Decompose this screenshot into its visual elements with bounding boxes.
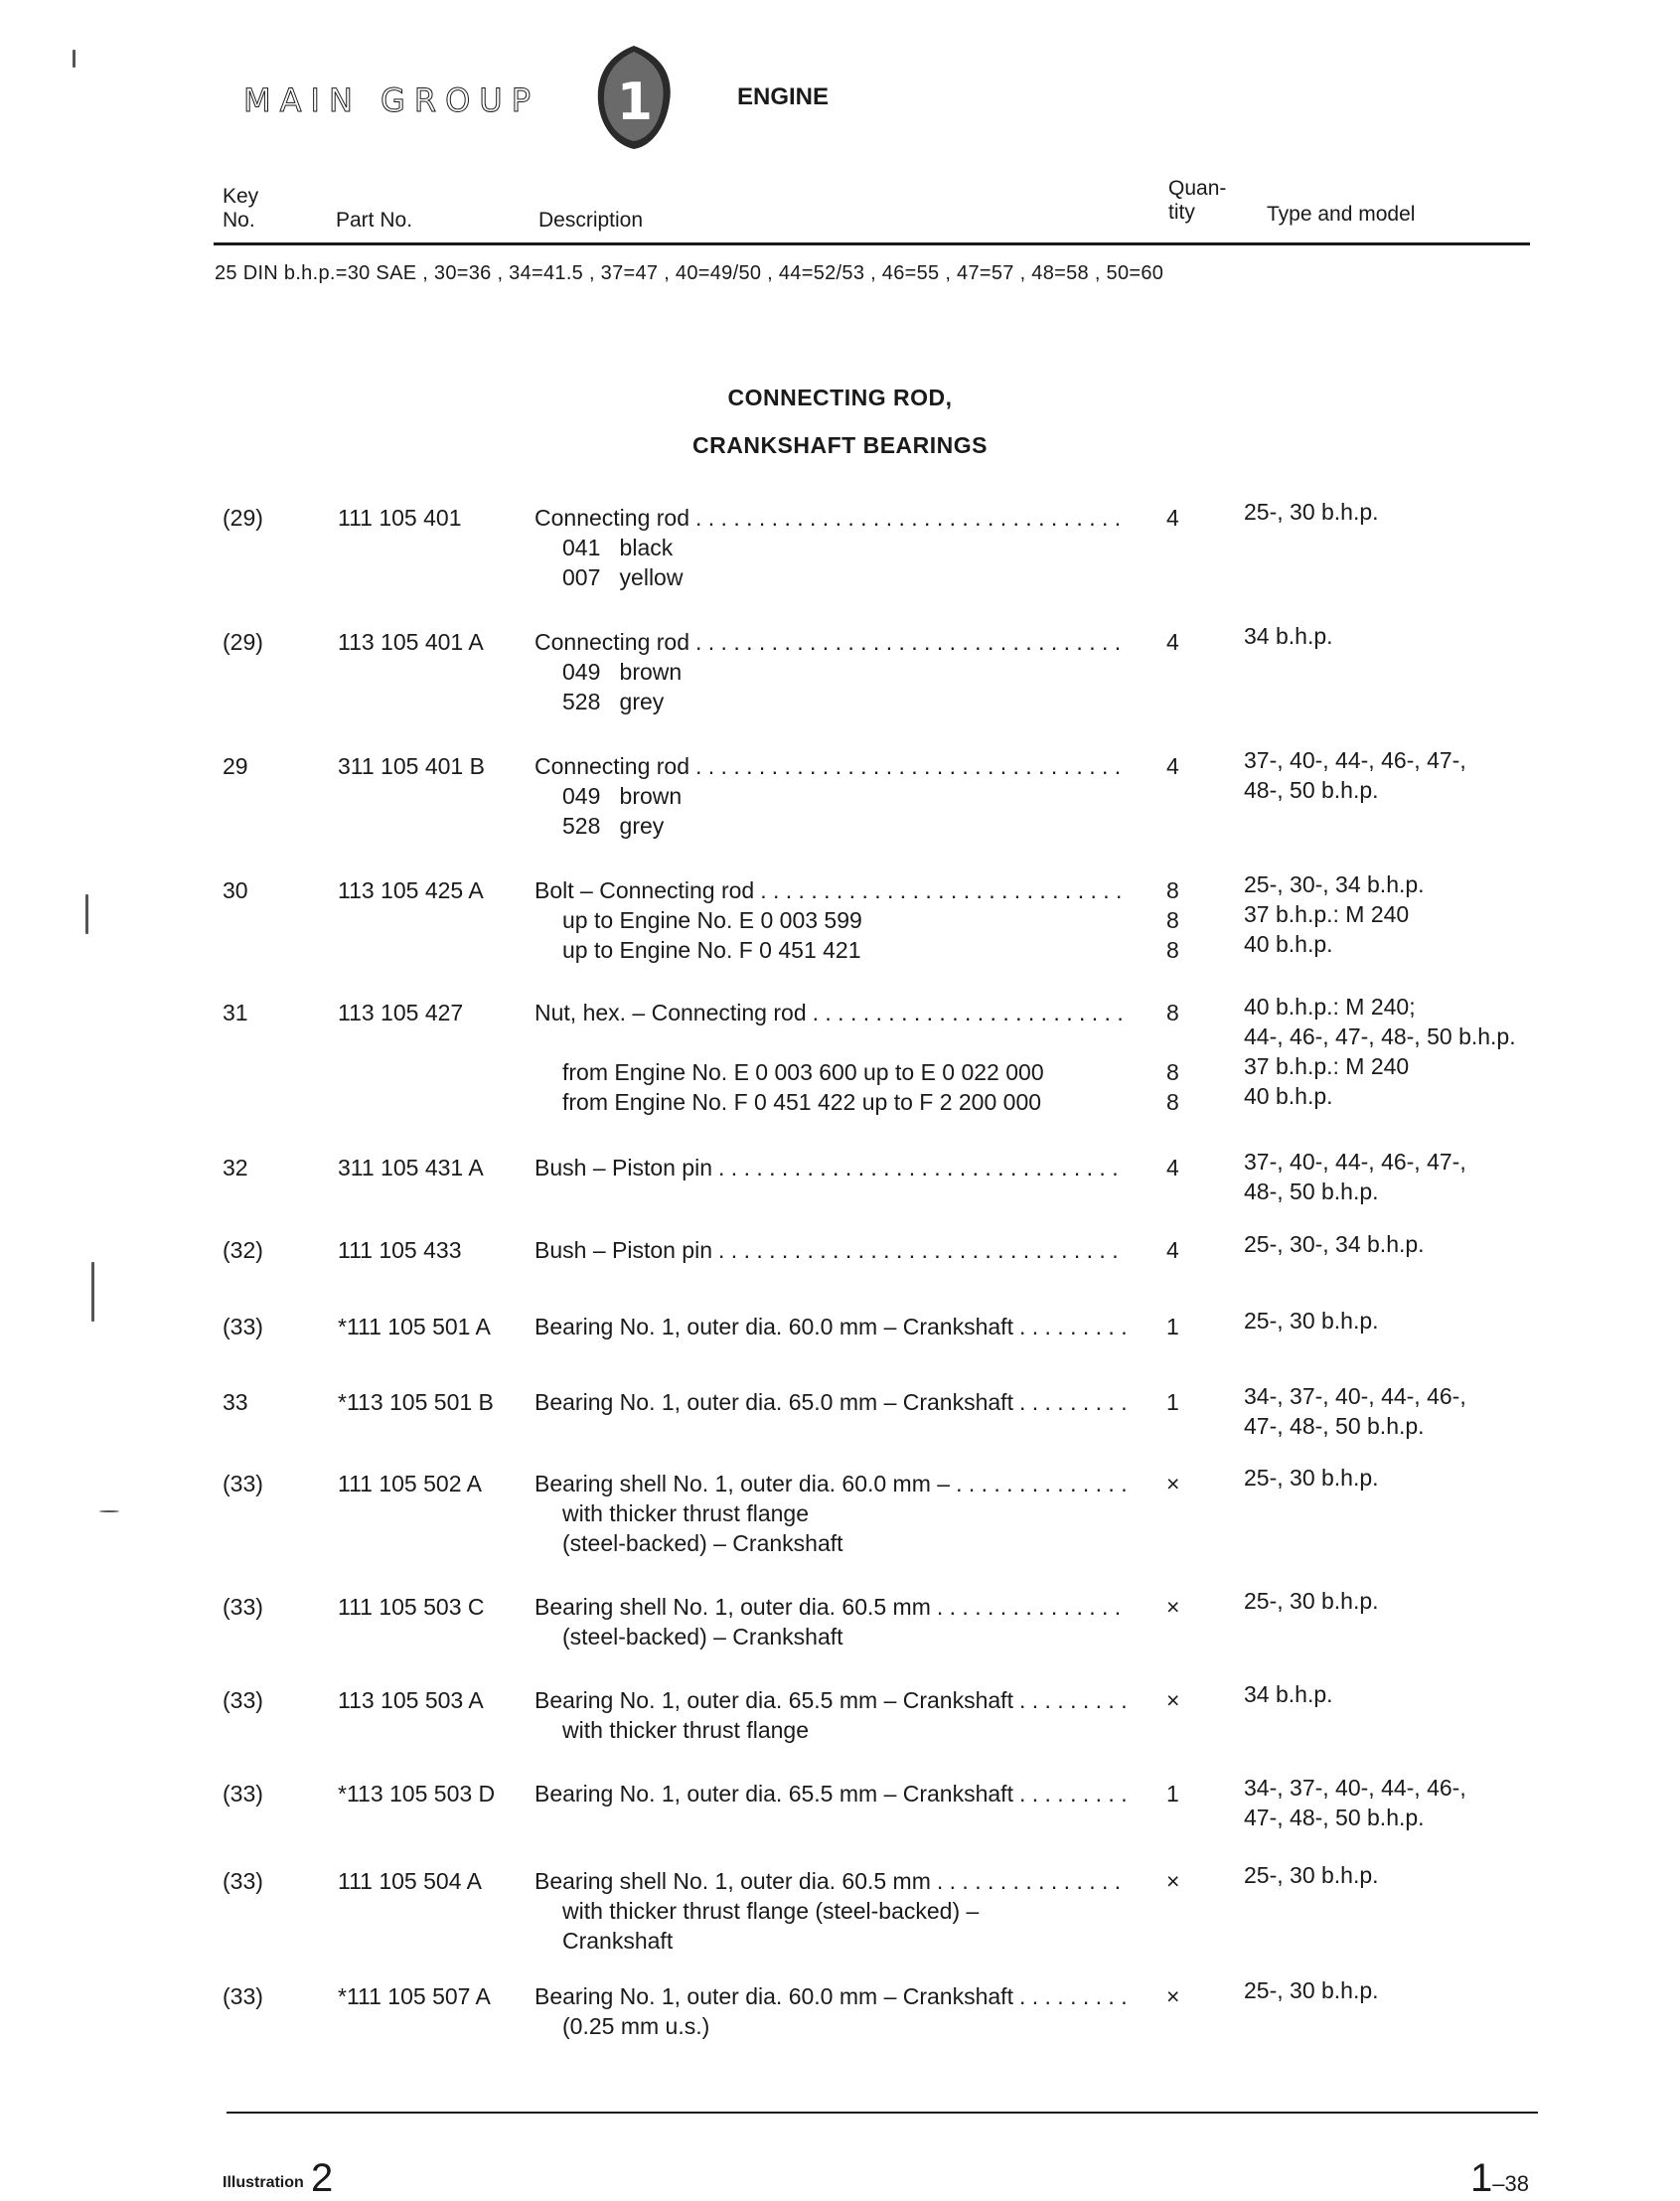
col-type-model: Type and model xyxy=(1267,203,1416,226)
row-key-no: (33) xyxy=(223,1868,263,1894)
row-type-model: 34-, 37-, 40-, 44-, 46-, xyxy=(1244,1775,1466,1801)
row-description xyxy=(535,629,1126,656)
row-type-model: 25-, 30 b.h.p. xyxy=(1244,1308,1379,1334)
col-quantity xyxy=(1168,177,1226,225)
row-quantity: 8 xyxy=(1166,907,1179,933)
row-key-no: (29) xyxy=(223,629,263,655)
group-number: 1 xyxy=(616,73,654,132)
row-part-no: 111 105 433 xyxy=(338,1237,462,1263)
page-number-minor: –38 xyxy=(1492,2171,1529,2196)
row-type-model: 34 b.h.p. xyxy=(1244,1681,1333,1707)
row-part-no: 111 105 502 A xyxy=(338,1471,482,1496)
illustration-label: Illustration xyxy=(223,2174,304,2191)
row-quantity: × xyxy=(1166,1687,1180,1713)
group-name: ENGINE xyxy=(737,83,830,110)
row-description xyxy=(535,1000,1126,1026)
row-description xyxy=(535,1237,1126,1264)
row-description xyxy=(535,1155,1126,1181)
row-quantity: 8 xyxy=(1166,1000,1179,1025)
row-part-no: *111 105 507 A xyxy=(338,1983,491,2009)
group-badge-icon xyxy=(594,42,676,153)
row-description-text: Bearing No. 1, outer dia. 65.5 mm – Crankshaft xyxy=(535,1687,1013,1713)
row-part-no: 113 105 401 A xyxy=(338,629,484,655)
row-description-subline: with thicker thrust flange xyxy=(562,1500,810,1526)
row-description xyxy=(535,1594,1126,1621)
col-description: Description xyxy=(538,209,644,232)
row-description-text: Nut, hex. – Connecting rod xyxy=(535,1000,807,1025)
row-type-model: 44-, 46-, 47-, 48-, 50 b.h.p. xyxy=(1244,1023,1516,1049)
row-description-text: Bearing shell No. 1, outer dia. 60.0 mm – xyxy=(535,1471,951,1496)
col-key-no xyxy=(223,185,258,233)
row-key-no: (29) xyxy=(223,505,263,531)
row-description-subline: 049 brown xyxy=(562,783,683,809)
row-part-no: 311 105 401 B xyxy=(338,753,485,779)
row-description-text: Bearing No. 1, outer dia. 60.0 mm – Crankshaft xyxy=(535,1314,1013,1339)
dot-leader xyxy=(937,1868,1126,1895)
row-description xyxy=(535,1471,1126,1497)
row-quantity: 8 xyxy=(1166,937,1179,963)
row-description-text: Connecting rod xyxy=(535,753,689,779)
row-type-model: 25-, 30 b.h.p. xyxy=(1244,1862,1379,1888)
row-part-no: *113 105 503 D xyxy=(338,1781,496,1807)
row-description-subline: 049 brown xyxy=(562,659,683,685)
row-key-no: (33) xyxy=(223,1471,263,1496)
row-part-no: 113 105 503 A xyxy=(338,1687,484,1713)
row-key-no: 32 xyxy=(223,1155,248,1180)
footer-rule xyxy=(227,2112,1538,2114)
row-type-model: 37 b.h.p.: M 240 xyxy=(1244,1053,1410,1079)
row-description-text: Bearing No. 1, outer dia. 65.5 mm – Crankshaft xyxy=(535,1781,1013,1807)
row-quantity: 4 xyxy=(1166,1237,1179,1263)
row-key-no: (33) xyxy=(223,1781,263,1807)
row-description-subline: 041 black xyxy=(562,535,674,560)
group-badge xyxy=(594,42,676,153)
scan-speck xyxy=(73,50,76,68)
row-quantity: × xyxy=(1166,1471,1180,1496)
row-description-text: Connecting rod xyxy=(535,629,689,655)
row-type-model: 48-, 50 b.h.p. xyxy=(1244,777,1379,803)
illustration-number: 2 xyxy=(311,2156,334,2200)
row-quantity: × xyxy=(1166,1594,1180,1620)
dot-leader xyxy=(718,1155,1126,1181)
row-type-model: 25-, 30 b.h.p. xyxy=(1244,499,1379,525)
col-qty-line-1: Quan- xyxy=(1168,177,1227,200)
row-quantity: 4 xyxy=(1166,505,1179,531)
row-type-model: 37-, 40-, 44-, 46-, 47-, xyxy=(1244,1149,1466,1175)
row-part-no: 311 105 431 A xyxy=(338,1155,484,1180)
row-key-no: (33) xyxy=(223,1314,263,1339)
row-quantity: × xyxy=(1166,1983,1180,2009)
section-title xyxy=(0,374,1680,469)
row-part-no: 111 105 503 C xyxy=(338,1594,485,1620)
dot-leader xyxy=(813,1000,1126,1026)
row-type-model: 47-, 48-, 50 b.h.p. xyxy=(1244,1413,1425,1439)
row-type-model: 40 b.h.p. xyxy=(1244,931,1333,957)
col-key-line-2: No. xyxy=(223,209,255,232)
scan-speck xyxy=(91,1262,94,1322)
row-description-text: Bearing shell No. 1, outer dia. 60.5 mm xyxy=(535,1594,931,1620)
row-description xyxy=(535,1314,1126,1340)
row-quantity: 4 xyxy=(1166,1155,1179,1180)
col-qty-line-2: tity xyxy=(1168,201,1195,224)
row-key-no: 30 xyxy=(223,877,248,903)
row-description-subline: 528 grey xyxy=(562,813,665,839)
row-description xyxy=(535,1389,1126,1416)
row-type-model: 25-, 30 b.h.p. xyxy=(1244,1465,1379,1491)
page-number xyxy=(1470,2156,1529,2201)
row-type-model: 25-, 30 b.h.p. xyxy=(1244,1977,1379,2003)
row-type-model: 34 b.h.p. xyxy=(1244,623,1333,649)
row-description-subline: Crankshaft xyxy=(562,1928,674,1954)
row-description-text: Bush – Piston pin xyxy=(535,1237,713,1263)
row-description-subline: 528 grey xyxy=(562,689,665,714)
row-type-model: 25-, 30-, 34 b.h.p. xyxy=(1244,871,1425,897)
row-description-subline: up to Engine No. F 0 451 421 xyxy=(562,937,861,963)
row-description-text: Bolt – Connecting rod xyxy=(535,877,755,903)
dot-leader xyxy=(1019,1983,1126,2010)
section-title-line-1: CONNECTING ROD, xyxy=(727,385,953,410)
row-quantity: 1 xyxy=(1166,1389,1179,1415)
row-quantity: 4 xyxy=(1166,753,1179,779)
row-description-text: Bearing No. 1, outer dia. 60.0 mm – Crankshaft xyxy=(535,1983,1013,2009)
dot-leader xyxy=(1019,1314,1126,1340)
row-quantity: 8 xyxy=(1166,1089,1179,1115)
row-description xyxy=(535,1687,1126,1714)
row-part-no: *113 105 501 B xyxy=(338,1389,494,1415)
row-quantity: × xyxy=(1166,1868,1180,1894)
row-key-no: (33) xyxy=(223,1983,263,2009)
row-description-text: Bearing No. 1, outer dia. 65.0 mm – Crankshaft xyxy=(535,1389,1013,1415)
row-type-model: 25-, 30-, 34 b.h.p. xyxy=(1244,1231,1425,1257)
row-description-subline: with thicker thrust flange (steel-backed) – xyxy=(562,1898,980,1924)
row-quantity: 8 xyxy=(1166,1059,1179,1085)
row-description-subline: from Engine No. F 0 451 422 up to F 2 200 000 xyxy=(562,1089,1042,1115)
row-key-no: 29 xyxy=(223,753,248,779)
section-title-line-2: CRANKSHAFT BEARINGS xyxy=(692,432,988,458)
scan-speck xyxy=(99,1510,119,1512)
page-number-major: 1 xyxy=(1470,2156,1493,2200)
dot-leader xyxy=(695,505,1126,532)
row-description-subline: (steel-backed) – Crankshaft xyxy=(562,1624,843,1650)
row-type-model: 48-, 50 b.h.p. xyxy=(1244,1179,1379,1204)
row-description-text: Bush – Piston pin xyxy=(535,1155,713,1180)
row-description-subline: 007 yellow xyxy=(562,564,684,590)
row-description xyxy=(535,1868,1126,1895)
row-type-model: 25-, 30 b.h.p. xyxy=(1244,1588,1379,1614)
row-quantity: 8 xyxy=(1166,877,1179,903)
row-quantity: 1 xyxy=(1166,1314,1179,1339)
main-group-heading: MAIN GROUP xyxy=(243,81,539,119)
row-part-no: 113 105 425 A xyxy=(338,877,484,903)
dot-leader xyxy=(956,1471,1126,1497)
row-description xyxy=(535,753,1126,780)
row-type-model: 37 b.h.p.: M 240 xyxy=(1244,901,1410,927)
header-rule xyxy=(214,242,1530,245)
dot-leader xyxy=(1019,1687,1126,1714)
row-description-subline: (steel-backed) – Crankshaft xyxy=(562,1530,843,1556)
row-type-model: 47-, 48-, 50 b.h.p. xyxy=(1244,1805,1425,1830)
col-key-line-1: Key xyxy=(223,185,259,208)
row-description xyxy=(535,505,1126,532)
row-key-no: (33) xyxy=(223,1594,263,1620)
row-description-subline: with thicker thrust flange xyxy=(562,1717,810,1743)
row-key-no: 31 xyxy=(223,1000,248,1025)
dot-leader xyxy=(937,1594,1126,1621)
row-description-subline: (0.25 mm u.s.) xyxy=(562,2013,710,2039)
row-description xyxy=(535,1781,1126,1808)
row-type-model: 37-, 40-, 44-, 46-, 47-, xyxy=(1244,747,1466,773)
col-part-no: Part No. xyxy=(336,209,413,232)
row-quantity: 4 xyxy=(1166,629,1179,655)
dot-leader xyxy=(695,629,1126,656)
row-part-no: 111 105 401 xyxy=(338,505,462,531)
row-key-no: 33 xyxy=(223,1389,248,1415)
dot-leader xyxy=(1019,1389,1126,1416)
row-description-text: Connecting rod xyxy=(535,505,689,531)
row-type-model: 40 b.h.p.: M 240; xyxy=(1244,994,1416,1020)
row-description-subline: from Engine No. E 0 003 600 up to E 0 022 000 xyxy=(562,1059,1044,1085)
row-part-no: *111 105 501 A xyxy=(338,1314,491,1339)
dot-leader xyxy=(760,877,1126,904)
scan-speck xyxy=(85,894,88,934)
row-key-no: (32) xyxy=(223,1237,263,1263)
row-quantity: 1 xyxy=(1166,1781,1179,1807)
dot-leader xyxy=(1019,1781,1126,1808)
row-type-model: 34-, 37-, 40-, 44-, 46-, xyxy=(1244,1383,1466,1409)
row-description-text: Bearing shell No. 1, outer dia. 60.5 mm xyxy=(535,1868,931,1894)
hp-conversion-line: 25 DIN b.h.p.=30 SAE , 30=36 , 34=41.5 , 37=47 , 40=49/50 , 44=52/53 , 46=55 , 47=57 , 48=58 , 50=60 xyxy=(215,262,1164,284)
row-type-model: 40 b.h.p. xyxy=(1244,1083,1333,1109)
row-part-no: 111 105 504 A xyxy=(338,1868,482,1894)
dot-leader xyxy=(695,753,1126,780)
row-key-no: (33) xyxy=(223,1687,263,1713)
row-description xyxy=(535,1983,1126,2010)
row-part-no: 113 105 427 xyxy=(338,1000,464,1025)
row-description xyxy=(535,877,1126,904)
dot-leader xyxy=(718,1237,1126,1264)
row-description-subline: up to Engine No. E 0 003 599 xyxy=(562,907,862,933)
